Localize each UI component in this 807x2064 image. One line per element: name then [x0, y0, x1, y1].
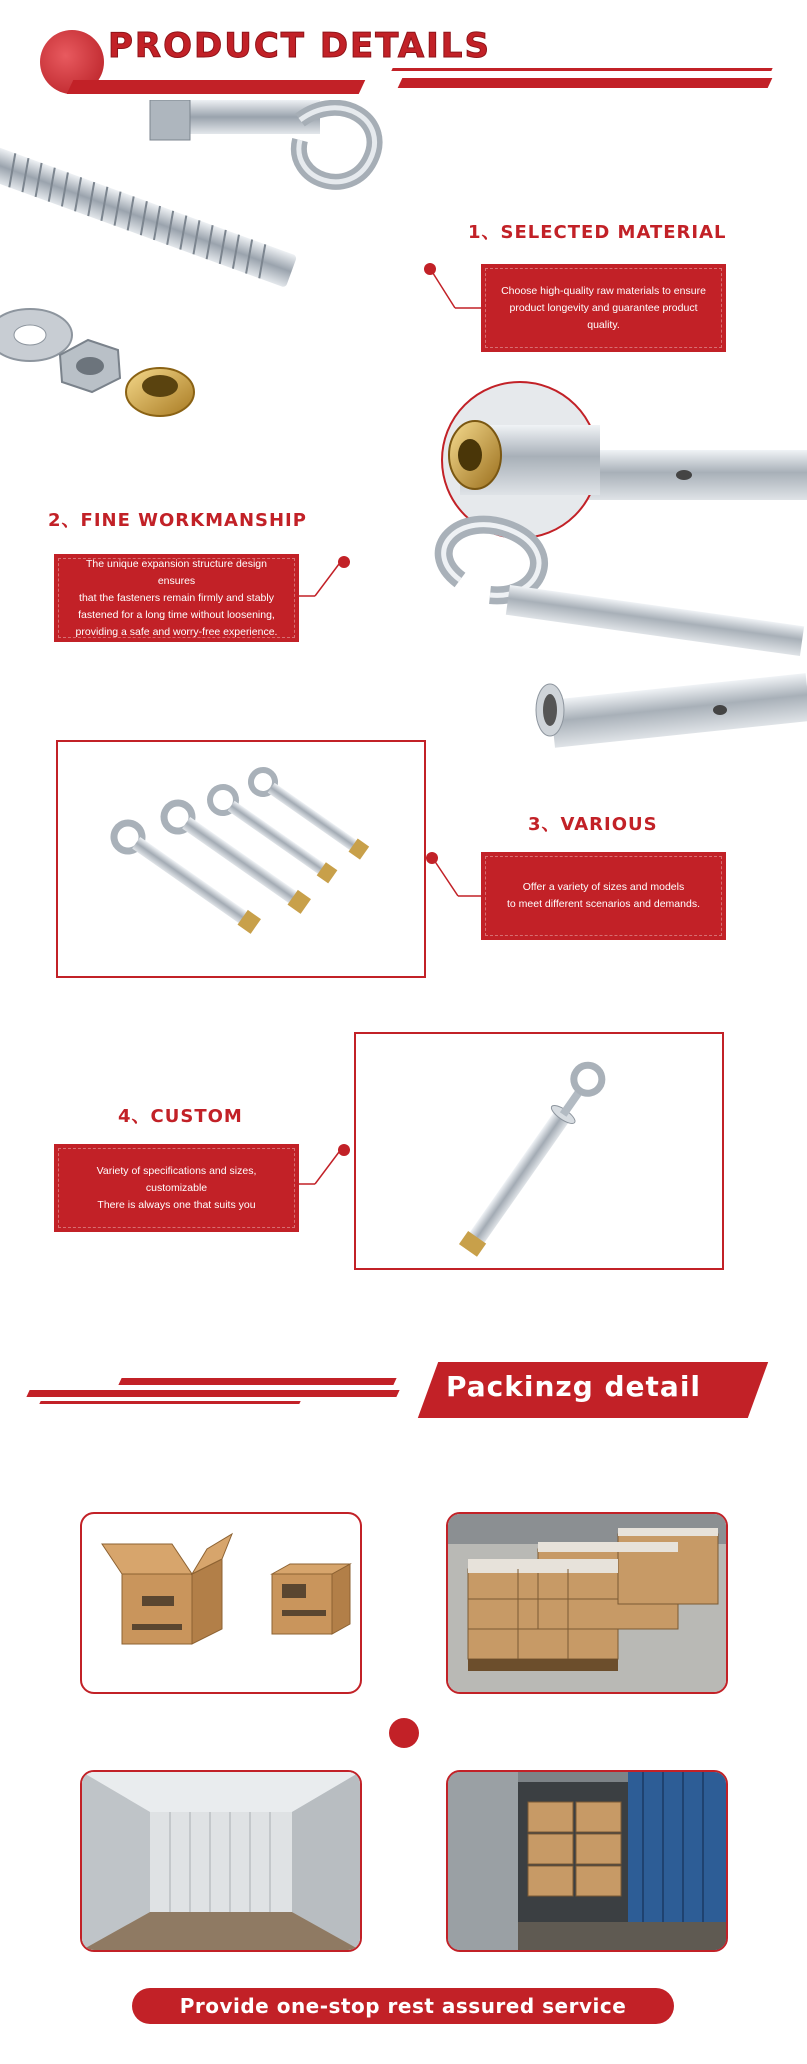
feature-3-title: 3、VARIOUS: [528, 814, 658, 835]
packing-stripe: [26, 1390, 399, 1397]
footer-text: Provide one-stop rest assured service: [179, 1994, 627, 2018]
feature-2-title: 2、FINE WORKMANSHIP: [48, 510, 307, 531]
feature-3-marker: [426, 852, 438, 864]
feature-2-connector: [295, 560, 345, 600]
packing-photo-pallets: [446, 1512, 728, 1694]
feature-1-description-box: [485, 268, 722, 348]
packing-center-dot: [389, 1718, 419, 1748]
packing-photo-loaded-container: [446, 1770, 728, 1952]
hero-product-photo: [0, 100, 430, 430]
feature-1-description: Choose high-quality raw materials to ensure product longevity and guarantee product quality.: [501, 284, 706, 331]
header-stripe: [398, 78, 773, 88]
feature-4-description-box: [58, 1148, 295, 1228]
footer-banner: [132, 1988, 674, 2024]
header-stripe: [67, 80, 366, 94]
feature-1-title: 1、SELECTED MATERIAL: [468, 222, 727, 243]
packing-title: Packinzg detail: [446, 1370, 702, 1403]
sleeve-closeup-photo: [420, 380, 807, 780]
feature-4-description: Variety of specifications and sizes, customizable There is always one that suits you: [96, 1164, 257, 1211]
custom-photo: [356, 1034, 722, 1268]
feature-3-connector: [430, 856, 490, 902]
various-models-photo: [58, 742, 424, 976]
packing-stripe-thin: [39, 1401, 300, 1404]
feature-2-description: The unique expansion structure design ensures that the fasteners remain firmly and stably fastened for a long time without loosening, providing a safe and worry-free experience.: [75, 557, 278, 638]
various-models-photo-frame: [56, 740, 426, 978]
feature-2-description-box: [58, 558, 295, 638]
custom-photo-frame: [354, 1032, 724, 1270]
feature-4-title: 4、CUSTOM: [118, 1106, 243, 1127]
packing-photo-cartons: [80, 1512, 362, 1694]
feature-1-marker: [424, 263, 436, 275]
packing-photo-empty-container: [80, 1770, 362, 1952]
feature-3-description: Offer a variety of sizes and models to meet different scenarios and demands.: [506, 881, 700, 910]
header-stripe-thin: [391, 68, 772, 71]
feature-4-marker: [338, 1144, 350, 1156]
page-title: PRODUCT DETAILS: [108, 26, 491, 66]
feature-4-connector: [295, 1148, 345, 1188]
feature-3-description-box: [485, 856, 722, 936]
packing-stripe: [118, 1378, 396, 1385]
feature-2-marker: [338, 556, 350, 568]
